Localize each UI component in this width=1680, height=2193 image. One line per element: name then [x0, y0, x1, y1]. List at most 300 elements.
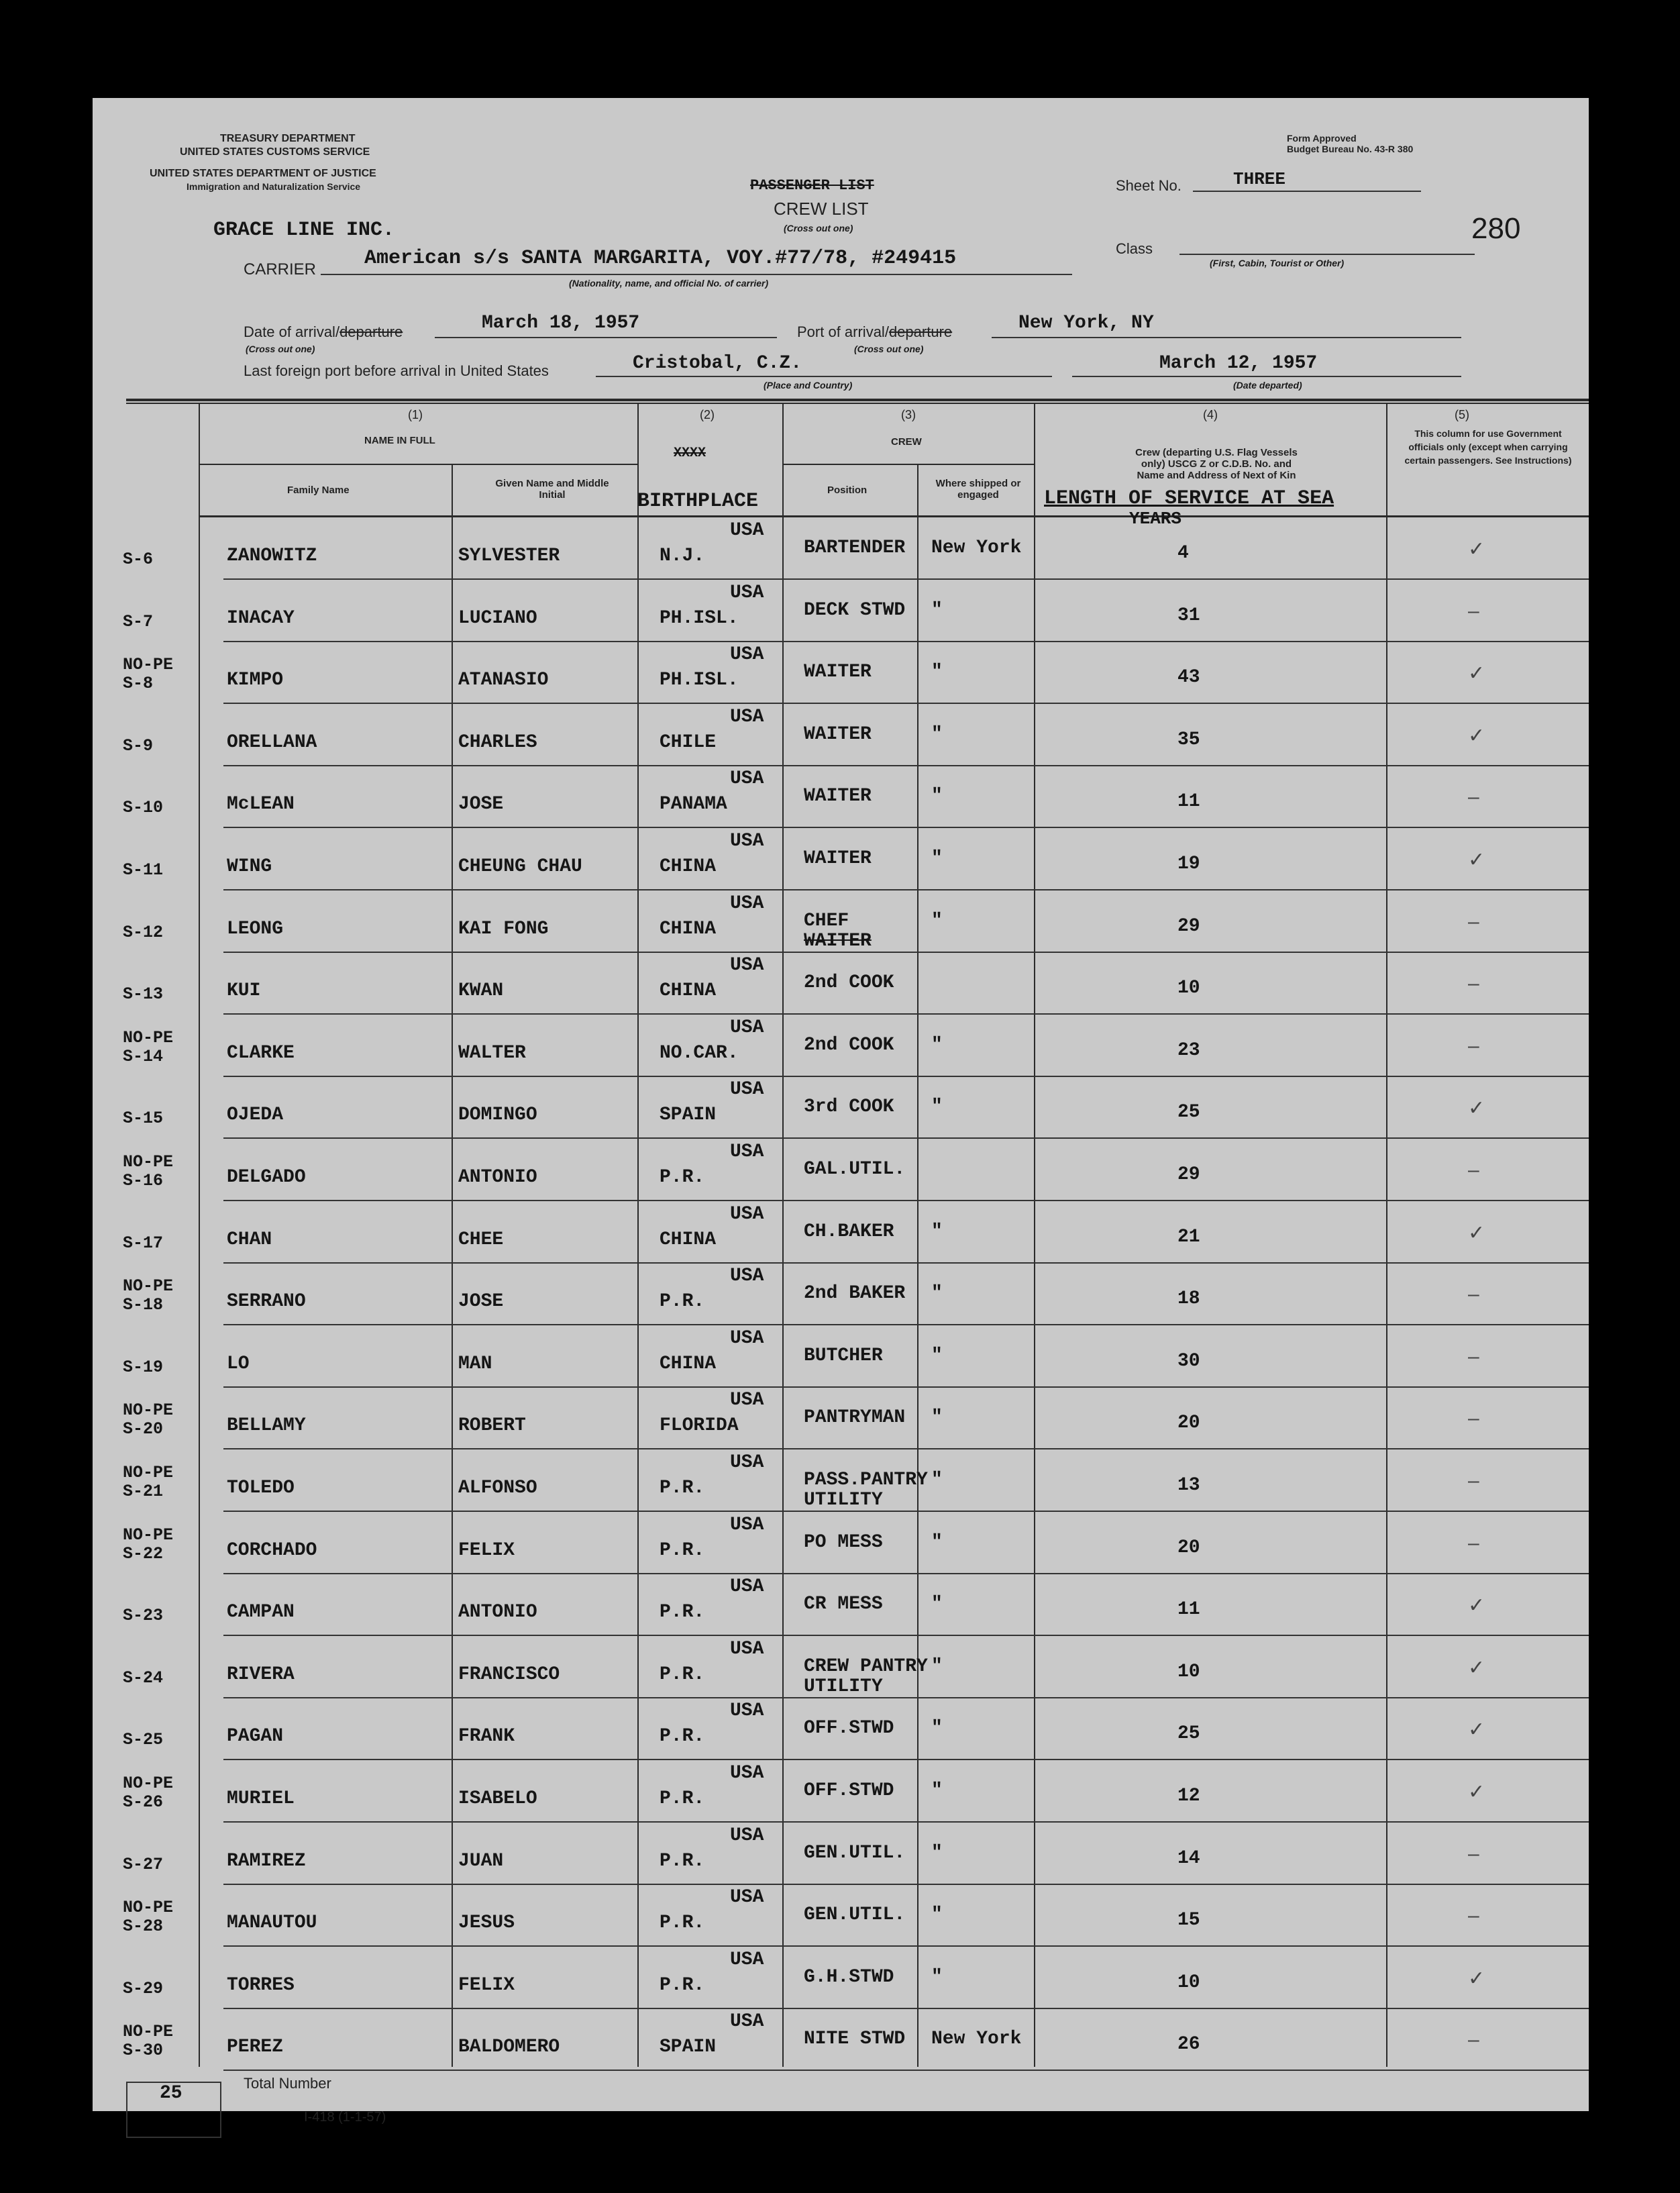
table-row [93, 704, 1589, 766]
col4-number: (4) [1203, 408, 1218, 421]
shipped-engaged: " [931, 1221, 943, 1242]
given-name-header: Given Name and Middle Initial [495, 478, 609, 501]
official-check-mark: – [1468, 1283, 1479, 1306]
shipped-engaged: " [931, 1966, 943, 1988]
col5-label: This column for use Government officials only (except when carrying certain passengers. See Instructions) [1404, 428, 1572, 466]
nationality: USA [730, 520, 764, 541]
given-name: CHEUNG CHAU [458, 856, 582, 877]
carrier-value: American s/s SANTA MARGARITA, VOY.#77/78, #249415 [364, 247, 957, 270]
years-service: 29 [1177, 1164, 1200, 1185]
given-name: CHARLES [458, 731, 537, 753]
row-number: S-25 [123, 1730, 164, 1750]
row-number: S-27 [123, 1854, 164, 1874]
row-prefix: NO-PE [123, 1525, 174, 1545]
years-service: 29 [1177, 915, 1200, 937]
col2-number: (2) [700, 408, 715, 421]
nationality: USA [730, 706, 764, 727]
row-number: S-12 [123, 922, 164, 942]
nationality: USA [730, 1700, 764, 1722]
nationality: USA [730, 1390, 764, 1411]
official-check-mark: – [1468, 786, 1479, 809]
family-name: ZANOWITZ [227, 546, 317, 566]
family-name: MANAUTOU [227, 1912, 317, 1934]
years-service: 11 [1177, 1599, 1200, 1621]
given-name: LUCIANO [458, 607, 537, 629]
row-number: S-30 [123, 2041, 164, 2061]
row-number: S-28 [123, 1917, 164, 1937]
family-name: SERRANO [227, 1291, 306, 1313]
official-check-mark: – [1468, 1904, 1479, 1927]
years-service: 4 [1177, 543, 1189, 564]
years-service: 15 [1177, 1910, 1200, 1931]
position: PANTRYMAN [804, 1407, 906, 1429]
official-check-mark: – [1468, 1034, 1479, 1057]
shipped-engaged: " [931, 1283, 943, 1305]
position: 3rd COOK [804, 1096, 894, 1118]
position: DECK STWD [804, 599, 906, 621]
official-check-mark: ✓ [1468, 662, 1485, 685]
shipped-engaged: New York [931, 538, 1022, 558]
nationality: USA [730, 1825, 764, 1846]
nationality: USA [730, 768, 764, 790]
carrier-label: CARRIER [244, 260, 317, 278]
years-service: 10 [1177, 1661, 1200, 1682]
family-name: CHAN [227, 1229, 272, 1250]
birthplace-header: BIRTHPLACE [637, 490, 759, 513]
row-number: S-22 [123, 1543, 164, 1564]
position: WAITER [804, 662, 872, 683]
family-name: DELGADO [227, 1167, 306, 1188]
nationality: USA [730, 582, 764, 603]
family-name: McLEAN [227, 794, 295, 815]
years-service: 20 [1177, 1413, 1200, 1434]
shipped-engaged: " [931, 1718, 943, 1739]
family-name: ORELLANA [227, 731, 317, 753]
row-prefix: NO-PE [123, 1774, 174, 1793]
position: CH.BAKER [804, 1221, 894, 1242]
shipped-engaged: " [931, 786, 943, 807]
birthplace: N.J. [660, 546, 705, 566]
table-row [93, 1201, 1589, 1264]
birthplace: P.R. [660, 1726, 705, 1747]
years-service: 12 [1177, 1786, 1200, 1806]
table-row [93, 890, 1589, 953]
col5-number: (5) [1455, 408, 1469, 421]
given-name: JOSE [458, 794, 504, 815]
family-name: MURIEL [227, 1788, 295, 1809]
position: BUTCHER [804, 1345, 883, 1366]
family-name: BELLAMY [227, 1415, 306, 1437]
row-number: S-18 [123, 1295, 164, 1315]
port-label: Port of arrival/departure [797, 323, 953, 340]
birthplace: P.R. [660, 1850, 705, 1872]
official-check-mark: ✓ [1468, 1719, 1485, 1741]
position: OFF.STWD [804, 1718, 894, 1739]
nationality: USA [730, 892, 764, 914]
col3-number: (3) [901, 408, 916, 421]
years-service: 20 [1177, 1537, 1200, 1558]
sheet-label: Sheet No. [1116, 177, 1182, 194]
official-check-mark: ✓ [1468, 849, 1485, 871]
given-name: JUAN [458, 1850, 504, 1872]
birthplace: P.R. [660, 1664, 705, 1685]
birthplace: NO.CAR. [660, 1042, 739, 1064]
row-number: S-23 [123, 1606, 164, 1626]
official-check-mark: ✓ [1468, 538, 1485, 560]
row-number: S-15 [123, 1109, 164, 1129]
birthplace: P.R. [660, 1291, 705, 1313]
family-name: TOLEDO [227, 1478, 295, 1498]
official-check-mark: ✓ [1468, 1594, 1485, 1617]
date-departed-caption: (Date departed) [1233, 380, 1302, 391]
years-service: 18 [1177, 1288, 1200, 1310]
total-label: Total Number [244, 2075, 331, 2092]
birthplace: P.R. [660, 1788, 705, 1809]
row-number: S-20 [123, 1419, 164, 1439]
years-service: 19 [1177, 854, 1200, 874]
family-name: PAGAN [227, 1726, 284, 1747]
position: GEN.UTIL. [804, 1842, 906, 1864]
years-service: 31 [1177, 605, 1200, 626]
birthplace: P.R. [660, 1974, 705, 1996]
family-name: LEONG [227, 918, 284, 939]
birthplace: P.R. [660, 1478, 705, 1498]
date-label: Date of arrival/departure [244, 323, 403, 340]
official-check-mark: ✓ [1468, 724, 1485, 747]
stamp-number: 280 [1471, 212, 1521, 245]
given-name: SYLVESTER [458, 546, 560, 566]
col1-label: NAME IN FULL [364, 435, 435, 446]
given-name: FRANK [458, 1726, 515, 1747]
birthplace: CHINA [660, 1229, 717, 1250]
nationality: USA [730, 1763, 764, 1784]
company-name: GRACE LINE INC. [213, 219, 395, 242]
row-number: S-19 [123, 1357, 164, 1377]
date-cross-caption: (Cross out one) [246, 344, 315, 354]
family-name: KIMPO [227, 670, 284, 691]
last-port-value: Cristobal, C.Z. [633, 353, 802, 374]
given-name: BALDOMERO [458, 2037, 560, 2058]
position: NITE STWD [804, 2029, 906, 2050]
nationality: USA [730, 1514, 764, 1535]
family-name: RIVERA [227, 1664, 295, 1685]
row-prefix: NO-PE [123, 2022, 174, 2042]
family-name: CORCHADO [227, 1539, 317, 1561]
given-name: JOSE [458, 1291, 504, 1313]
position: 2nd COOK [804, 1034, 894, 1056]
given-name: DOMINGO [458, 1105, 537, 1126]
shipped-engaged: " [931, 1842, 943, 1864]
nationality: USA [730, 1017, 764, 1038]
given-name: FRANCISCO [458, 1664, 560, 1685]
years-header: YEARS [1129, 509, 1182, 529]
years-service: 14 [1177, 1847, 1200, 1869]
table-row [93, 1698, 1589, 1760]
birthplace: SPAIN [660, 1105, 717, 1126]
row-number: S-29 [123, 1978, 164, 1998]
given-name: ATANASIO [458, 670, 549, 691]
shipped-engaged: " [931, 1780, 943, 1801]
table-row [93, 580, 1589, 642]
official-check-mark: ✓ [1468, 1967, 1485, 1990]
table-row [93, 1387, 1589, 1449]
row-number: S-26 [123, 1792, 164, 1812]
position: CR MESS [804, 1594, 883, 1615]
family-name: OJEDA [227, 1105, 284, 1126]
family-name: WING [227, 856, 272, 877]
table-row [93, 1884, 1589, 1947]
row-prefix: NO-PE [123, 1463, 174, 1482]
given-name: JESUS [458, 1912, 515, 1934]
cross-out-one-caption: (Cross out one) [784, 223, 853, 234]
nationality: USA [730, 644, 764, 666]
agency-line-2: UNITED STATES CUSTOMS SERVICE [180, 146, 370, 158]
table-row [93, 1015, 1589, 1077]
years-service: 11 [1177, 791, 1200, 813]
official-check-mark: ✓ [1468, 1097, 1485, 1120]
row-prefix: NO-PE [123, 1276, 174, 1296]
position: OFF.STWD [804, 1780, 894, 1801]
official-check-mark: – [1468, 1159, 1479, 1181]
family-name: CLARKE [227, 1042, 295, 1064]
port-cross-caption: (Cross out one) [854, 344, 924, 354]
birthplace: FLORIDA [660, 1415, 739, 1437]
nationality: USA [730, 1887, 764, 1908]
shipped-engaged: " [931, 1407, 943, 1429]
shipped-header: Where shipped or engaged [935, 478, 1021, 501]
family-name: TORRES [227, 1974, 295, 1996]
given-name: ANTONIO [458, 1167, 537, 1188]
given-name: FELIX [458, 1539, 515, 1561]
row-number: S-10 [123, 798, 164, 818]
birthplace: CHINA [660, 1353, 717, 1374]
length-service-header: LENGTH OF SERVICE AT SEA [1044, 487, 1334, 510]
col4-label: Crew (departing U.S. Flag Vessels only) USCG Z or C.D.B. No. and Name and Address of Next of Kin [1135, 447, 1298, 481]
position: CREW PANTRY [804, 1655, 928, 1677]
crew-header: CREW [891, 436, 922, 448]
nationality: USA [730, 2011, 764, 2033]
years-service: 43 [1177, 667, 1200, 688]
years-service: 21 [1177, 1226, 1200, 1247]
shipped-engaged: " [931, 662, 943, 683]
form-number: I-418 (1-1-57) [304, 2110, 386, 2125]
position: PASS.PANTRY [804, 1470, 928, 1490]
row-number: S-11 [123, 860, 164, 880]
table-row [93, 1574, 1589, 1636]
row-prefix: NO-PE [123, 1027, 174, 1048]
years-service: 26 [1177, 2034, 1200, 2055]
shipped-engaged: " [931, 1345, 943, 1366]
given-name: ISABELO [458, 1788, 537, 1809]
row-number: S-8 [123, 674, 154, 694]
row-number: S-6 [123, 550, 154, 569]
birthplace: P.R. [660, 1539, 705, 1561]
shipped-engaged: " [931, 910, 943, 931]
official-check-mark: – [1468, 1345, 1479, 1368]
row-prefix: NO-PE [123, 655, 174, 675]
table-row [93, 828, 1589, 890]
birthplace: CHINA [660, 918, 717, 939]
family-name: CAMPAN [227, 1602, 295, 1623]
crew-list-form [93, 98, 1589, 2125]
shipped-engaged: " [931, 1096, 943, 1118]
shipped-engaged: " [931, 848, 943, 869]
given-name: KWAN [458, 980, 504, 1002]
table-row [93, 1823, 1589, 1885]
nationality: USA [730, 1576, 764, 1598]
official-check-mark: – [1468, 1531, 1479, 1554]
shipped-engaged: " [931, 1470, 943, 1490]
official-check-mark: – [1468, 972, 1479, 995]
shipped-engaged: " [931, 599, 943, 621]
position-line-2: UTILITY [804, 1676, 883, 1697]
position: GAL.UTIL. [804, 1159, 906, 1180]
official-check-mark: – [1468, 1842, 1479, 1865]
position: 2nd COOK [804, 972, 894, 994]
birthplace: CHINA [660, 980, 717, 1002]
shipped-engaged: " [931, 1034, 943, 1056]
table-row [93, 1449, 1589, 1512]
position-header: Position [827, 484, 868, 496]
official-check-mark: ✓ [1468, 1656, 1485, 1679]
position-line-2: UTILITY [804, 1490, 883, 1511]
birthplace: P.R. [660, 1912, 705, 1934]
years-service: 23 [1177, 1039, 1200, 1061]
shipped-engaged: " [931, 1531, 943, 1553]
shipped-engaged: " [931, 1904, 943, 1926]
passenger-list-struck: PASSENGER LIST [750, 177, 874, 194]
years-service: 30 [1177, 1350, 1200, 1372]
family-name: RAMIREZ [227, 1850, 306, 1872]
table-row [93, 1263, 1589, 1325]
arrival-date-value: March 18, 1957 [482, 313, 640, 334]
row-number: S-13 [123, 984, 164, 1005]
birthplace: CHINA [660, 856, 717, 877]
given-name: KAI FONG [458, 918, 549, 939]
given-name: ANTONIO [458, 1602, 537, 1623]
list-title: CREW LIST [774, 199, 869, 219]
place-caption: (Place and Country) [764, 380, 853, 391]
table-row [93, 766, 1589, 828]
row-prefix: NO-PE [123, 1152, 174, 1172]
given-name: MAN [458, 1353, 492, 1374]
position: G.H.STWD [804, 1966, 894, 1988]
years-service: 35 [1177, 729, 1200, 750]
table-row [93, 1139, 1589, 1201]
nationality: USA [730, 1203, 764, 1225]
position-line-2: WAITER [804, 930, 872, 952]
birthplace: SPAIN [660, 2037, 717, 2058]
nationality: USA [730, 1141, 764, 1162]
position: WAITER [804, 786, 872, 807]
given-name: CHEE [458, 1229, 504, 1250]
row-prefix: NO-PE [123, 1898, 174, 1918]
family-name: INACAY [227, 607, 295, 629]
col1-number: (1) [408, 408, 423, 421]
official-check-mark: – [1468, 599, 1479, 622]
position: CHEF [804, 910, 849, 931]
table-row [93, 1760, 1589, 1823]
birthplace: PANAMA [660, 794, 727, 815]
family-name: LO [227, 1353, 250, 1374]
years-service: 10 [1177, 1972, 1200, 1993]
budget-bureau: Budget Bureau No. 43-R 380 [1287, 144, 1414, 154]
col2-struck-label: XXXX [674, 446, 706, 461]
port-value: New York, NY [1018, 313, 1154, 334]
row-number: S-14 [123, 1046, 164, 1066]
agency-line-3: UNITED STATES DEPARTMENT OF JUSTICE [150, 168, 376, 179]
table-row [93, 1512, 1589, 1574]
birthplace: P.R. [660, 1167, 705, 1188]
shipped-engaged: " [931, 1655, 943, 1677]
row-number: S-24 [123, 1668, 164, 1688]
row-number: S-16 [123, 1171, 164, 1190]
nationality: USA [730, 1452, 764, 1473]
table-row [93, 952, 1589, 1015]
position: PO MESS [804, 1531, 883, 1553]
shipped-engaged: " [931, 723, 943, 745]
sheet-value: THREE [1233, 169, 1286, 189]
birthplace: PH.ISL. [660, 607, 739, 629]
birthplace: P.R. [660, 1602, 705, 1623]
row-number: S-17 [123, 1233, 164, 1253]
class-caption: (First, Cabin, Tourist or Other) [1210, 258, 1345, 268]
table-row [93, 1947, 1589, 2009]
official-check-mark: – [1468, 910, 1479, 933]
nationality: USA [730, 1638, 764, 1660]
official-check-mark: – [1468, 1407, 1479, 1430]
position: WAITER [804, 723, 872, 745]
table-row [93, 642, 1589, 704]
nationality: USA [730, 955, 764, 976]
given-name: ALFONSO [458, 1478, 537, 1498]
shipped-engaged: New York [931, 2029, 1022, 2050]
birthplace: PH.ISL. [660, 670, 739, 691]
given-name: ROBERT [458, 1415, 526, 1437]
row-number: S-7 [123, 611, 154, 631]
given-name: FELIX [458, 1974, 515, 1996]
table-row [93, 1076, 1589, 1139]
row-number: S-21 [123, 1482, 164, 1501]
birthplace: CHILE [660, 731, 717, 753]
nationality: USA [730, 1949, 764, 1970]
agency-line-1: TREASURY DEPARTMENT [220, 133, 356, 144]
position: GEN.UTIL. [804, 1904, 906, 1926]
table-row [93, 1636, 1589, 1698]
family-name: KUI [227, 980, 261, 1002]
carrier-caption: (Nationality, name, and official No. of carrier) [569, 278, 769, 289]
position: BARTENDER [804, 538, 906, 558]
years-service: 25 [1177, 1102, 1200, 1123]
last-port-label: Last foreign port before arrival in United States [244, 362, 549, 379]
table-row [93, 2008, 1589, 2071]
total-value: 25 [160, 2083, 182, 2104]
class-label: Class [1116, 240, 1153, 257]
position: WAITER [804, 848, 872, 869]
official-check-mark: – [1468, 1470, 1479, 1492]
shipped-engaged: " [931, 1594, 943, 1615]
given-name: WALTER [458, 1042, 526, 1064]
official-check-mark: ✓ [1468, 1221, 1485, 1244]
date-departed-value: March 12, 1957 [1159, 353, 1318, 374]
row-number: S-9 [123, 735, 154, 756]
table-row [93, 1325, 1589, 1388]
years-service: 13 [1177, 1475, 1200, 1496]
form-approved: Form Approved [1287, 133, 1357, 144]
nationality: USA [730, 1327, 764, 1349]
family-name: PEREZ [227, 2037, 284, 2058]
nationality: USA [730, 831, 764, 852]
